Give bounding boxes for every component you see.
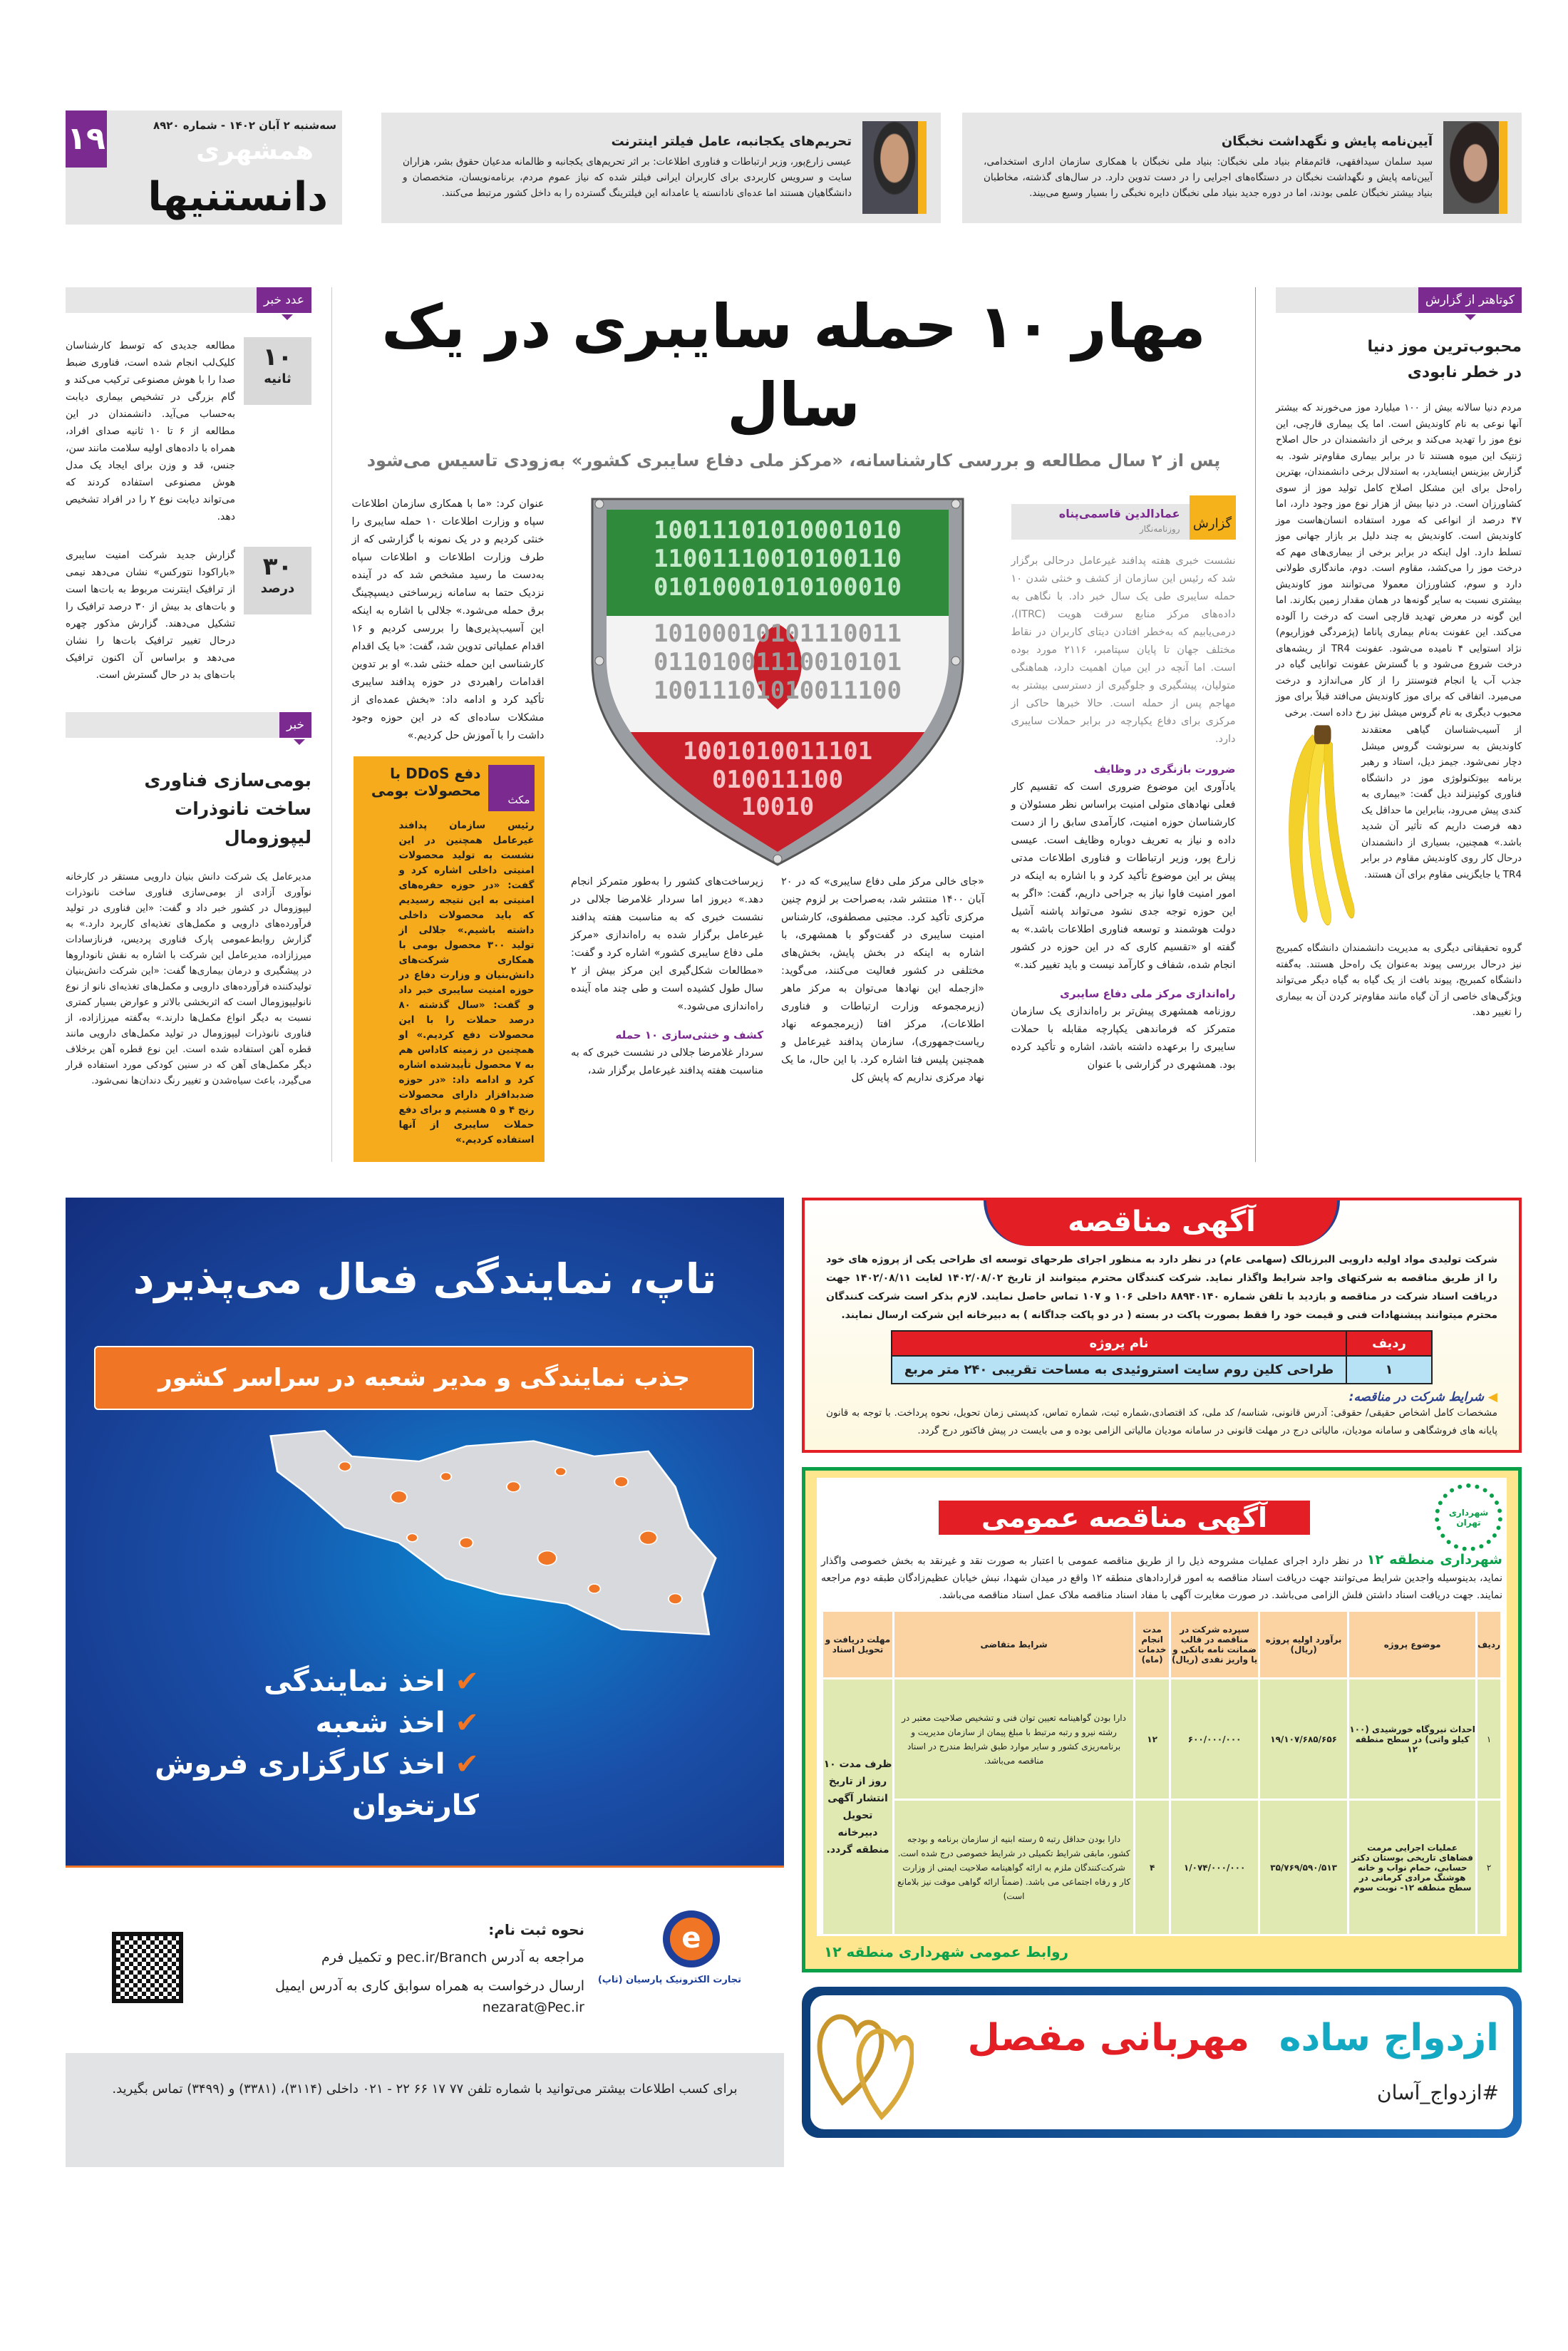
main-headline: مهار ۱۰ حمله سایبری در یک سال — [381, 292, 1206, 440]
section-tag: عدد خبر — [257, 287, 311, 313]
section-body: روزنامه همشهری پیش‌تر بر راه‌اندازی یک سازمان متمرکز که فرماندهی یکپارچه مقابله با حملات سایبری را برعهده داشته باشد، اشاره و تأکید کرده بود. همشهری در گزارشی با عنوان — [1011, 1006, 1236, 1071]
main-subhead: پس از ۲ سال مطالعه و بررسی کارشناسانه، «مرکز ملی دفاع سایبری کشور» به‌زودی تاسیس می‌شود — [366, 451, 1221, 470]
table-cell: عملیات اجرایی مرمت فضاهای تاریخی بوستان دکتر حسابی، حمام نواب و خانه هوشنگ مرادی کرمانی در سطح منطقه ۱۲- نوبت سوم — [1348, 1800, 1477, 1935]
table-row — [822, 1679, 1502, 1800]
byline — [1011, 504, 1236, 540]
tender-text: در نظر دارد اجرای عملیات مشروحه ذیل را از طریق مناقصه عمومی با اعتبار به صورت نقد و غیرنقد به بخش خصوصی واگذار نماید، بدینوسیله واجدین شرایط می‌توانند جهت دریافت اسناد مناقصه به امور قراردادهای منطقه ۱۲ واقع در میدان شهدا، نبش خیابان عظیم‌زادگان طبقه دوم مراجعه نمایند. جهت دریافت اسناد داشتن فلش الزامی می‌باشد. در صورت مغایرت آگهی با مفاد اسناد مناقصه ملاک عمل اسناد مناقصه می‌باشد. — [821, 1555, 1503, 1601]
article-col-middle — [571, 495, 984, 1087]
top-news-1[interactable] — [962, 113, 1522, 223]
left-column — [66, 287, 311, 1162]
number-body: مطالعه جدیدی که توسط کارشناسان کلیک‌لب انجام شده است، فناوری ضبط صدا را با هوش مصنوعی ترکیب می‌کند و گام بزرگی در تشخیص بیماری دیابت به‌حساب می‌آید. دانشمندان در این مطالعه از ۶ تا ۱۰ ثانیه صدای افراد، همراه با داده‌های اولیه سلامت مانند سن، جنس، قد و وزن برای ایجاد یک مدل هوش مصنوعی استفاده کردند که می‌تواند دیابت نوع ۲ را در افراد تشخیص دهد. — [66, 340, 235, 523]
ad-text-2: مهربانی مفصل — [967, 2017, 1249, 2059]
article-lead: نشست خبری هفته پدافند غیرعامل درحالی برگزار شد که رئیس این سازمان از کشف و خنثی شدن ۱۰ حمله سایبری طی یک سال خبر داد. با نگاهی به داده‌های مرکز منابع سرقت هویت (ITRC)، درمی‌یابیم که به‌خطر افتادن دیتای کاربران در نقاط مختلف جهان تا پایان سپتامبر، ۲۱۱۶ مورد بوده است. اما آنچه در این میان اهمیت دارد، هماهنگی متولیان، پیشگیری و جلوگیری از دسترسی بیشتر به مهاجم پس از حمله است. حالا خبرها حاکی از مرکزی برای دفاع یکپارچه در برابر حملات سایبری دارد. — [1011, 555, 1236, 745]
svg-text:01101001110010101: 01101001110010101 — [654, 648, 902, 677]
municipality-logo: شهرداری تهران — [1435, 1483, 1502, 1551]
table-cell: ۱۹/۱۰۷/۶۸۵/۶۵۶ — [1259, 1679, 1348, 1800]
col-header: موضوع پروژه — [1348, 1611, 1477, 1679]
svg-text:1001010011101: 1001010011101 — [682, 737, 873, 766]
news-body: سید سلمان سیدافقهی، قائم‌مقام بنیاد ملی نخبگان: بنیاد ملی نخبگان با همکاری سازمان اداری استخدامی، آیین‌نامه پایش و نگهداشت نخبگان در دستگاه‌های اجرایی را در دست تدوین دارد. در سال‌های گذشته، مخاطبان بنیاد بیشتر نخبگان علمی بودند، اما در دوره جدید بنیاد ملی نخبگان دایره نخبگی را بسیار وسیع می‌بیند. — [984, 156, 1433, 199]
portrait-photo — [862, 121, 927, 214]
header-row — [66, 110, 1522, 225]
table-cell: ۱ — [1477, 1679, 1502, 1800]
section-tag: خبر — [279, 712, 311, 738]
big-number: ۱۰ — [262, 343, 293, 371]
conditions-label: شرایط شرکت در مناقصه: — [1348, 1390, 1484, 1404]
table-row — [822, 1800, 1502, 1935]
number-unit: درصد — [260, 581, 295, 596]
page-number: ۱۹ — [66, 110, 107, 168]
svg-text:10011101010011100: 10011101010011100 — [654, 677, 902, 705]
table-cell: طراحی کلین روم سایت استروئیدی به مساحت تقریبی ۲۴۰ متر مربع — [892, 1356, 1346, 1384]
news-item — [66, 712, 311, 1089]
news-body: مدیرعامل یک شرکت دانش بنیان دارویی مستقر در کارخانه نوآوری آزادی از بومی‌سازی فناوری ساخت نانوذرات لیپوزومال در کشور خبر داد و گفت: «این فناوری در تولید فرآورده‌های دارویی و مکمل‌های تغذیه‌ای کاربرد دارد.» به گزارش روابط‌عمومی پارک فناوری پردیس، فرنازسادات میرزازاده، مدیرعامل این شرکت با اشاره به نقش نانوداروها در پیشگیری و درمان بیماری‌ها گفت: «این شرکت دانش‌بنیان تولیدکننده فرآورده‌های دارویی و مکمل‌های تغذیه‌ای نانو از نوع نانولیپوزومال است که اثربخشی بالاتر و عوارض بسیار کمتری نسبت به دیگر انواع مکمل‌ها دارند.» به‌گفته میرزازاده، از فناوری نانوذرات لیپوزومال در تولید مکمل‌های دارویی مانند قطره آهن استفاده شده است. این نوع قطره آهن برخلاف دیگر مکمل‌های آهن که در سنین کودکی مورد استفاده قرار می‌گیرد، باعث سیاه‌شدن و تغییر رنگ دندان‌ها نمی‌شود. — [66, 871, 311, 1086]
big-number: ۳۰ — [262, 552, 293, 581]
main-article — [352, 287, 1236, 1162]
sidebar-box — [354, 756, 545, 1162]
top-news-2[interactable] — [381, 113, 941, 223]
col-header: سپرده شرکت در مناقصه در قالب ضمانت نامه بانکی و یا واریز نقدی (ریال) — [1170, 1611, 1259, 1679]
sidebar-tag: مکث — [488, 765, 535, 811]
check-label: اخذ نمایندگی — [263, 1665, 445, 1698]
page — [66, 110, 1522, 2281]
org-name: شهرداری منطقه ۱۲ — [1366, 1552, 1502, 1568]
table-cell: احداث نیروگاه خورشیدی (۱۰۰ کیلو واتی) در سطح منطقه ۱۲ — [1348, 1679, 1477, 1800]
author-name: عمادالدین قاسمی‌پناه — [1058, 507, 1180, 520]
cyber-shield-image — [578, 495, 977, 866]
check-icon: ✔ — [445, 1707, 479, 1739]
check-item — [108, 1702, 479, 1744]
author-role: روزنامه‌نگار — [1139, 524, 1180, 534]
col-header: ردیف — [1346, 1331, 1432, 1356]
col-header: ردیف — [1477, 1611, 1502, 1679]
marriage-ad[interactable] — [802, 1987, 1522, 2138]
number-body: گزارش جدید شرکت امنیت سایبری «باراکودا نتورکس» نشان می‌دهد نیمی از ترافیک اینترنت مربوط به بات‌ها است و بات‌های بد بیش از ۳۰ درصد ترافیک را تشکیل می‌دهند. گزارش مذکور چهره درحال تغییر ترافیک بات‌ها را نشان می‌دهد و براساس آن اکنون ترافیک بات‌های بد در حال گسترش است. — [66, 550, 235, 681]
news-title: تحریم‌های یکجانبه، عامل فیلتر اینترنت — [611, 134, 852, 149]
news-title: آیین‌نامه پایش و نگهداشت نخبگان — [1221, 134, 1433, 149]
table-cell: ۱ — [1346, 1356, 1432, 1384]
section-heading: راه‌اندازی مرکز ملی دفاع سایبری — [1060, 987, 1236, 1000]
heart-rings-image — [814, 2002, 914, 2120]
article-col-mid-left — [571, 873, 763, 1080]
tender-ad-1[interactable] — [802, 1198, 1522, 1453]
tender-body: شرکت تولیدی مواد اولیه دارویی البرزبالک (سهامی عام) در نظر دارد به منظور اجرای طرحهای توسعه ای طراحی یکی از پروژه های خود را از طریق مناقصه به شرکتهای واجد شرایط واگذار نماید. شرکت کنندگان محترم میتوانند از تاریخ ۱۴۰۲/۰۸/۰۲ لغایت ۱۴۰۲/۰۸/۱۱ جهت دریافت اسناد شرکت در مناقصه و بازدید با تلفن شماره ۸۸۹۴۰۱۴۰ داخلی ۱۰۶ و ۱۰۷ تماس حاصل نمایند. لازم بذکر است شرکت کنندگان محترم میتوانند پیشنهادات فنی و قیمت خود را فقط بصورت پاکت در بسته ( در دو پاکت جداگانه ) به دبیرخانه این شرکت ارسال نمایند. — [826, 1254, 1498, 1321]
article-col-right — [1011, 495, 1236, 1074]
col-header: برآورد اولیه پروژه (ریال) — [1259, 1611, 1348, 1679]
col-header: مهلت دریافت و تحویل اسناد — [822, 1611, 894, 1679]
tender-body — [821, 1551, 1502, 1604]
hashtag: #ازدواج_آسان — [1377, 2081, 1499, 2104]
portrait-photo — [1443, 121, 1507, 214]
table-cell: ۲ — [1477, 1800, 1502, 1935]
sidebar-body: رئیس سازمان پدافند غیرعامل همچنین در این نشست به تولید محصولات امنیتی داخلی اشاره کرد و گفت: «در حوزه حفره‌های امنیتی به این نتیجه رسیدیم که باید محصولات داخلی داشته باشیم.» جلالی از تولید ۳۰۰ محصول بومی با همکاری شرکت‌های دانش‌بنیان و وزارت دفاع در حوزه امنیت سایبری خبر داد و گفت: «سال گذشته ۸۰ درصد حملات را با این محصولات دفع کردیم.» او همچنین در زمینه کاداس هم به ۷ محصول تأییدشده اشاره کرد و ادامه داد: «در حوزه ضدبدافزار دارای محصولات رنج ۴ و ۵ هستیم و برای دفع حملات سایبری از آنها استفاده کردیم.» — [398, 820, 535, 1146]
iran-map — [244, 1426, 743, 1640]
tender-footer: روابط عمومی شهرداری منطقه ۱۲ — [824, 1943, 1069, 1960]
col-header: نام پروژه — [892, 1331, 1346, 1356]
numbers-news — [66, 287, 311, 684]
svg-text:11001110010100110: 11001110010100110 — [654, 545, 902, 573]
triangle-icon: ◀ — [1484, 1390, 1497, 1404]
ads-row — [66, 1198, 1522, 2281]
tender-title: آگهی مناقصه عمومی — [939, 1501, 1310, 1535]
check-icon: ✔ — [445, 1748, 479, 1781]
registration-step[interactable]: مراجعه به آدرس pec.ir/Branch و تکمیل فرم — [321, 1950, 584, 1965]
number-unit: ثانیه — [264, 371, 292, 386]
section-tag: کوتاهتر از گزارش — [1418, 287, 1522, 313]
masthead — [66, 110, 342, 225]
pec-logo: e — [663, 1910, 720, 1967]
section-heading: کشف و خنثی‌سازی ۱۰ حمله — [615, 1029, 763, 1041]
banana-image — [1276, 722, 1356, 936]
company-name: تجارت الکترونیک پارسیان (تاپ) — [597, 1975, 741, 1985]
table-cell: ۶۰۰/۰۰۰/۰۰۰ — [1170, 1679, 1259, 1800]
news-body: عیسی زارع‌پور، وزیر ارتباطات و فناوری اطلاعات: بر اثر تحریم‌های یکجانبه و ظالمانه مدعیان حقوق بشر، هزاران سایت و سرویس کاربردی برای کاربران ایرانی فیلتر شده که نیاز عموم مردم، برنامه‌نویسان، متخصصان و دانشگاهیان هستند اما عده‌ای نادانسته یا عامدانه این فیلترینگ گسترده را به داخل کشور مرتبط می‌کنند. — [403, 156, 852, 199]
svg-text:10100010101110011: 10100010101110011 — [654, 619, 902, 648]
number-item — [66, 337, 311, 525]
table-cell: ۳۵/۷۶۹/۵۹۰/۵۱۳ — [1259, 1800, 1348, 1935]
contact-info: برای کسب اطلاعات بیشتر می‌توانید با شماره تلفن ۷۷ ۱۷ ۶۶ ۲۲ - ۰۲۱ داخلی (۳۱۱۴)، (۳۳۸۱) و (۳۴۹۹) تماس بگیرید. — [112, 2082, 738, 2097]
table-cell: دارا بودن حداقل رتبه ۵ رسته ابنیه از سازمان برنامه و بودجه کشور، مابقی شرایط تکمیلی در شرایط خصوصی درج شده است. شرکت‌کنندگان ملزم به ارائه گواهینامه صلاحیت ایمنی از وزارت کار و رفاه اجتماعی می باشد. (ضمناً ارائه گواهی موقت نیز بلامانع است) — [894, 1800, 1135, 1935]
section-body: زیرساخت‌های کشور را به‌طور متمرکز انجام دهد.» دیروز اما سردار غلامرضا جلالی در نشست خبری که به مناسبت هفته پدافند غیرعامل برگزار شده به راه‌اندازی «مرکز ملی دفاع سایبری کشور» اشاره کرد و گفت: «مطالعات شکل‌گیری این مرکز بیش از ۲ سال طول کشیده است و طی چند ماه آینده راه‌اندازی می‌شود.» — [571, 876, 763, 1012]
svg-text:010011100: 010011100 — [711, 766, 844, 794]
right-ads — [802, 1198, 1522, 2138]
section-body: یادآوری این موضوع ضروری است که تقسیم کار فعلی نهادهای متولی امنیت براساس نظر مسئولان و کارشناسان حوزه امنیت، کارآمدی سابق را از دست داده و نیاز به تعریف دوباره وظایف است. عیسی زارع پور، وزیر ارتباطات و فناوری اطلاعات مدتی پیش بر این موضوع تأکید کرد و با اشاره به اینکه در امور امنیت فاوا نیاز به جراحی داریم، گفت: «اگر به این حوزه توجه جدی نشود می‌تواند پاشنه آشیل دولت هوشمند و توسعه فناوری اطلاعات باشد.» به گفته او «تقسیم کاری که در این حوزه در کشور انجام شده، شفاف و کارآمد نیست و باید تغییر کند.» — [1011, 781, 1236, 971]
story-title: محبوب‌ترین موز دنیا در خطر نابودی — [1367, 338, 1522, 381]
story-body-2: از آسیب‌شناسان گیاهی معتقدند کاوندیش به سرنوشت گروس میشل دچار نمی‌شود. جیمز دیل، استاد و رهبر برنامه بیوتکنولوژی موز در دانشگاه فناوری کوئینزلند دیل گفت: «بیماری به کندی پیش می‌رود، بنابراین ما حداقل یک دهه فرصت داریم که تأثیر آن شدید باشد.» همچنین، بسیاری از دانشمندان درحال کار روی کاوندیش مقاوم در برابر TR4 یا جایگزینی مقاوم برای آن هستند. — [1361, 724, 1522, 880]
conditions-title — [826, 1390, 1497, 1404]
registration-title: نحوه ثبت نام: — [488, 1921, 584, 1938]
article-col-mid-right: «جای خالی مرکز ملی دفاع سایبری» که در ۲۰ آبان ۱۴۰۰ منتشر شد، به‌صراحت بر لزوم چنین مرکزی تأکید کرد. مجتبی مصطفوی، کارشناس امنیت سایبری در گفت‌وگو با همشهری، با اشاره به اینکه در بخش پایش، بخش‌های مختلفی در کشور فعالیت می‌کنند، می‌گوید: «ازجمله این نهادها می‌توان به مرکز ماهر (زیرمجموعه وزارت ارتباطات و فناوری اطلاعات)، مرکز افتا (زیرمجموعه نهاد ریاست‌جمهوری)، سازمان پدافند غیرعامل و همچنین پلیس فتا اشاره کرد. با این حال، ما یک نهاد مرکزی نداریم که پایش کل — [781, 876, 984, 1084]
section-heading: ضرورت بازنگری در وظایف — [1093, 763, 1236, 776]
kicker: گزارش — [1190, 495, 1236, 540]
tender-table — [891, 1330, 1433, 1384]
svg-text:10010: 10010 — [741, 793, 815, 821]
section-title: دانستنیها — [148, 174, 328, 220]
tender-table — [821, 1610, 1502, 1936]
banana-story — [1276, 287, 1522, 1162]
ad-headline: تاپ، نمایندگی فعال می‌پذیرد — [133, 1255, 717, 1303]
tender-title: آگهی مناقصه — [984, 1200, 1340, 1246]
table-cell: دارا بودن گواهینامه تعیین توان فنی و تشخیص صلاحیت معتبر در رشته نیرو و رتبه مرتبط با مبلغ پیمان از سازمان مدیریت و برنامه‌ریزی کشور و سایر موارد طبق شرایط مندرج در اسناد مناقصه می‌باشد. — [894, 1679, 1135, 1800]
sidebar-title: دفع DDoS با محصولات بومی — [371, 765, 481, 799]
check-label: اخذ شعبه — [315, 1707, 445, 1739]
table-cell: ۱/۰۷۴/۰۰۰/۰۰۰ — [1170, 1800, 1259, 1935]
table-cell: ۴ — [1135, 1800, 1170, 1935]
check-item — [108, 1744, 479, 1826]
check-icon: ✔ — [445, 1665, 479, 1698]
deadline-cell: ظرف مدت ۱۰ روز از تاریخ انتشار آگهی تحویل دبیرخانه منطقه گردد. — [822, 1679, 894, 1935]
table-cell: ۱۲ — [1135, 1679, 1170, 1800]
main-row — [66, 287, 1522, 1162]
col-header: مدت انجام خدمات (ماه) — [1135, 1611, 1170, 1679]
story-body-1: مردم دنیا سالانه بیش از ۱۰۰ میلیارد موز می‌خورند که بیشتر آنها نوعی به نام کاوندیش است. اما یک بیماری قارچی، این نوع موز را تهدید می‌کند و برخی از دانشمندان در حال اصلاح ژنتیک این میوه هستند تا در برابر بیماری مقاوم‌تر شود. به گزارش بیزینس اینسایدر، به استدلال برخی دانشمندان، بهترین راه‌حل برای این مشکل اصلاح کامل تولید موز از سوی کشاورزان است. در دنیا بیش از هزار نوع موز وجود دارد، اما ۴۷ درصد از انواعی که مورد استفاده انسان‌هاست موز کاوندیش است. کاوندیش به چند دلیل بر بازار جهانی موز تسلط دارد. اول اینکه در برابر برخی از بیماری‌های مهم که درخت موز را می‌کشد، مقاوم است. دوم، ماندگاری طولانی دارد و سوم، کشاورزان معمولا می‌توانند موز کاوندیش بیشتری نسبت به سایر گونه‌ها در همان مقدار زمین بکارند. اما این گونه در معرض تهدید قارچی است که درخت را آلوده می‌کند. این عفونت به‌نام بیماری پاناما (پژمردگی فوزاریوم) نژاد استوایی ۴ نامیده می‌شود. عفونت TR4 از ریشه‌های درخت شروع می‌شود و با گسترش عفونت توانایی گیاه در جذب آب یا انجام فتوسنتز را از کار می‌اندازد و درخت می‌میرد. اتفاقی که برای موز کاوندیش می‌افتد قبلاً برای موز محبوب دیگری به نام گروس میشل نیز رخ داده است. برخی — [1276, 402, 1522, 719]
news-title: بومی‌سازی فناوری ساخت نانوذرات لیپوزومال — [144, 770, 311, 848]
article-col-left-wrap — [352, 495, 545, 1162]
check-item — [108, 1661, 479, 1702]
ad-checklist — [108, 1661, 479, 1826]
column-divider — [1255, 287, 1256, 1162]
number-item — [66, 547, 311, 684]
registration-step[interactable]: ارسال درخواست به همراه سوابق کاری به آدرس ایمیل nezarat@Pec.ir — [275, 1978, 584, 2015]
ad-footer — [66, 2053, 784, 2167]
tender-ad-2[interactable] — [802, 1467, 1522, 1972]
paper-logo: همشهری — [196, 136, 314, 165]
article-col-left: عنوان کرد: «ما با همکاری سازمان اطلاعات سپاه و وزارت اطلاعات ۱۰ حمله سایبری را خنثی کردیم و در یک نمونه با گزارشی که از طرف وزارت اطلاعات و اطلاعات سپاه به‌دست ما رسید مشخص شد که در آینده نزدیک حتما به سامانه زیرساختی دیسپچینگ برق حمله می‌شود.» جلالی با اشاره به اینکه این آسیب‌پذیری‌ها را بررسی کردیم و ۱۶ اقدام عملیاتی تدوین شد، گفت: «با یک اقدام کارشناسی این حمله خنثی شد.» او بر تدوین اقدامات راهبردی در حوزه پدافند سایبری تأکید کرد و ادامه داد: «بخش عمده‌ای از مشکلات ساده‌ای که در این حوزه وجود داشت را با آموزش حل کردیم.» — [351, 498, 545, 741]
svg-text:10011101010001010: 10011101010001010 — [654, 516, 902, 545]
svg-text:01010001010100010: 01010001010100010 — [654, 573, 902, 602]
check-label: اخذ کارگزاری فروش کارتخوان — [155, 1748, 479, 1822]
col-header: شرایط متقاضی — [894, 1611, 1135, 1679]
ad-text-1: ازدواج ساده — [1279, 2017, 1499, 2059]
column-divider — [331, 287, 332, 1162]
registration-block — [214, 1921, 584, 2018]
conditions-body: مشخصات کامل اشخاص حقیقی/ حقوقی: آدرس قانونی، شناسه/ کد ملی، کد اقتصادی،شماره ثبت، شماره تماس، کدپستی زمان تحویل، نحوه پرداخت. با توجه به قانون پایانه های فروشگاهی و سامانه مودیان، مالیاتی درج در مهلت قانونی در سامانه مودیان مالیاتی الزامی بوده و می بایست در پیش فاکتور درج گردد. — [826, 1407, 1497, 1436]
qr-code[interactable] — [112, 1932, 183, 2003]
pec-ad[interactable] — [66, 1198, 784, 2167]
issue-date: سه‌شنبه ۲ آبان ۱۴۰۲ - شماره ۸۹۲۰ — [153, 119, 336, 132]
story-body-3: گروه تحقیقاتی دیگری به مدیریت دانشمندان دانشگاه کمبریج نیز درحال بررسی پیوند به‌عنوان یک راه‌حل هستند. به‌گفته دانشگاه کمبریج، پیوند بافت از یک گیاه به گیاه دیگر می‌تواند ویژگی‌های خاصی از آن گیاه مانند مقاوم‌تر کردن آن به بیماری را تغییر دهد. — [1276, 942, 1522, 1018]
ad-banner: جذب نمایندگی و مدیر شعبه در سراسر کشور — [94, 1346, 754, 1410]
section-body: سردار غلامرضا جلالی در نشست خبری که به مناسبت هفته پدافند غیرعامل برگزار شد، — [571, 1047, 763, 1076]
